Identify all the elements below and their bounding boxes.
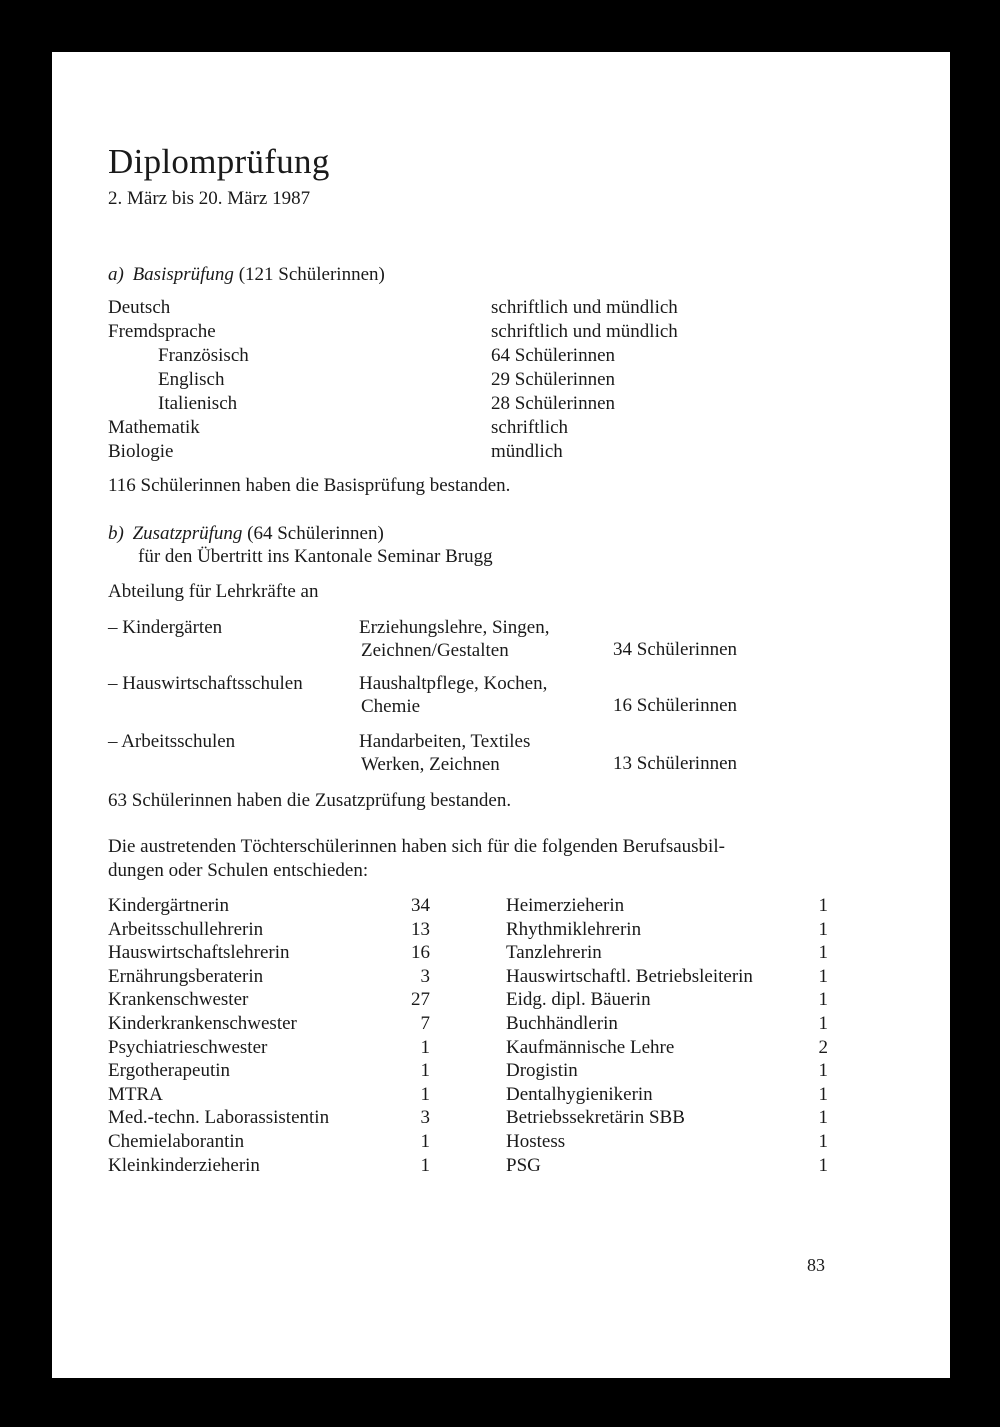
- career-count: 1: [818, 1154, 828, 1176]
- career-name: Dentalhygienikerin: [506, 1083, 653, 1105]
- career-count: 1: [818, 1060, 828, 1082]
- career-name: Kinderkrankenschwester: [108, 1013, 297, 1034]
- department-subjects: Werken, Zeichnen: [361, 754, 500, 775]
- subject-detail: 64 Schülerinnen: [491, 345, 616, 366]
- career-name: Hostess: [506, 1131, 566, 1152]
- department-subjects: Zeichnen/Gestalten: [361, 640, 509, 661]
- section-b-heading: [108, 522, 384, 546]
- career-count: 1: [420, 1154, 430, 1176]
- career-count: 1: [818, 895, 828, 916]
- section-b-count: (64 Schülerinnen): [247, 523, 384, 544]
- section-b-intro: Abteilung für Lehrkräfte an: [108, 581, 319, 602]
- department-count: 13 Schülerinnen: [613, 753, 738, 774]
- subject-name: Französisch: [158, 345, 249, 366]
- career-count: 1: [420, 1131, 430, 1152]
- career-name: Med.-techn. Laborassistentin: [108, 1107, 330, 1129]
- section-a-result: 116 Schülerinnen haben die Basisprüfung bestanden.: [108, 475, 511, 496]
- career-name: Kindergärtnerin: [108, 895, 229, 916]
- career-count: 1: [420, 1060, 430, 1082]
- career-name: Drogistin: [506, 1060, 578, 1082]
- subject-detail: mündlich: [491, 441, 563, 462]
- career-name: Rhythmiklehrerin: [506, 918, 642, 940]
- career-name: PSG: [506, 1154, 541, 1176]
- career-name: MTRA: [108, 1083, 163, 1105]
- section-a-title: Basisprüfung: [132, 264, 234, 285]
- page-title: Diplomprüfung: [108, 142, 330, 181]
- subject-name: Englisch: [158, 369, 225, 390]
- career-name: Psychiatrieschwester: [108, 1036, 268, 1058]
- career-count: 1: [818, 989, 828, 1011]
- career-count: 16: [411, 942, 430, 964]
- subject-detail: 28 Schülerinnen: [491, 393, 616, 414]
- career-count: 1: [818, 965, 828, 987]
- career-count: 34: [411, 895, 430, 916]
- department-count: 16 Schülerinnen: [613, 695, 738, 716]
- careers-intro-line-1: Die austretenden Töchterschülerinnen haben sich für die folgenden Berufsausbil-: [108, 836, 725, 857]
- page-number: 83: [807, 1255, 825, 1275]
- subject-name: Italienisch: [158, 393, 238, 414]
- career-count: 3: [420, 965, 430, 987]
- department-subjects: Haushaltpflege, Kochen,: [359, 673, 548, 694]
- career-count: 2: [818, 1036, 828, 1058]
- department-count: 34 Schülerinnen: [613, 639, 738, 660]
- subject-detail: schriftlich und mündlich: [491, 321, 678, 342]
- subject-name: Biologie: [108, 441, 174, 462]
- career-count: 13: [411, 918, 430, 940]
- career-name: Kleinkinderzieherin: [108, 1154, 260, 1176]
- career-name: Ergotherapeutin: [108, 1060, 231, 1082]
- section-b-result: 63 Schülerinnen haben die Zusatzprüfung bestanden.: [108, 790, 512, 811]
- career-name: Buchhändlerin: [506, 1013, 618, 1034]
- career-count: 3: [420, 1107, 430, 1129]
- career-count: 1: [818, 1083, 828, 1105]
- section-b-subline: für den Übertritt ins Kantonale Seminar Brugg: [138, 546, 493, 567]
- career-name: Tanzlehrerin: [506, 942, 602, 964]
- subject-detail: schriftlich und mündlich: [491, 297, 678, 318]
- career-count: 1: [420, 1036, 430, 1058]
- career-name: Arbeitsschullehrerin: [108, 918, 264, 940]
- career-count: 1: [818, 1131, 828, 1152]
- section-a-heading: [108, 263, 385, 287]
- career-name: Heimerzieherin: [506, 895, 625, 916]
- career-count: 1: [420, 1083, 430, 1105]
- career-count: 7: [420, 1013, 430, 1034]
- career-name: Hauswirtschaftl. Betriebsleiterin: [506, 965, 753, 987]
- department-subjects: Chemie: [361, 696, 421, 717]
- career-name: Hauswirtschaftslehrerin: [108, 942, 290, 964]
- career-name: Betriebssekretärin SBB: [506, 1107, 685, 1129]
- careers-intro-line-2: dungen oder Schulen entschieden:: [108, 860, 369, 881]
- career-count: 1: [818, 1107, 828, 1129]
- career-name: Ernährungsberaterin: [108, 965, 264, 987]
- subject-detail: 29 Schülerinnen: [491, 369, 616, 390]
- section-a-label: a): [108, 264, 124, 285]
- department-name: – Hauswirtschaftsschulen: [108, 673, 303, 694]
- career-name: Kaufmännische Lehre: [506, 1036, 675, 1058]
- subject-name: Deutsch: [108, 297, 171, 318]
- section-a-count: (121 Schülerinnen): [238, 264, 385, 285]
- date-range: 2. März bis 20. März 1987: [108, 188, 311, 209]
- document-page: [52, 52, 950, 1378]
- career-count: 27: [411, 989, 430, 1011]
- career-count: 1: [818, 1013, 828, 1034]
- career-count: 1: [818, 918, 828, 940]
- section-b-label: b): [108, 523, 124, 544]
- department-subjects: Erziehungslehre, Singen,: [359, 617, 550, 638]
- career-count: 1: [818, 942, 828, 964]
- department-name: – Arbeitsschulen: [108, 731, 236, 752]
- department-subjects: Handarbeiten, Textiles: [359, 731, 531, 752]
- subject-name: Mathematik: [108, 417, 200, 438]
- section-b-title: Zusatzprüfung: [132, 523, 243, 544]
- subject-name: Fremdsprache: [108, 321, 216, 342]
- career-name: Chemielaborantin: [108, 1131, 245, 1152]
- career-name: Krankenschwester: [108, 989, 249, 1011]
- department-name: – Kindergärten: [108, 617, 223, 638]
- subject-detail: schriftlich: [491, 417, 569, 438]
- career-name: Eidg. dipl. Bäuerin: [506, 989, 651, 1011]
